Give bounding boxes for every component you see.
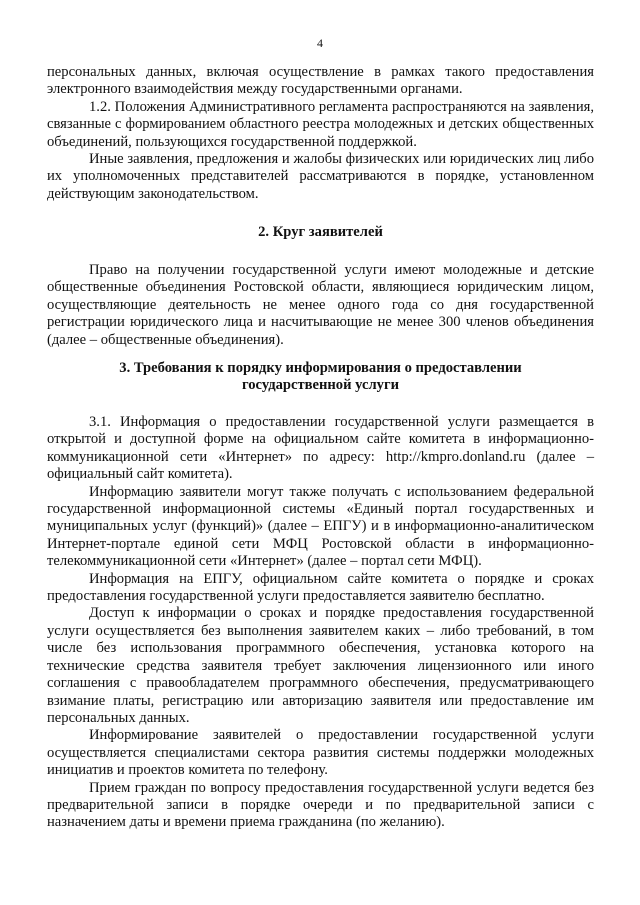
section-3-paragraph-2: Информацию заявители могут также получать с использованием федеральной государственной информационной системы «Единый портал государственных и муниципальных услуг (функций)» (далее – ЕПГУ) и в информационно-аналитическом Интернет-портале единой сети МФЦ Ростовской области в информационно-телекоммуникационной сети «Интернет» (далее – портал сети МФЦ). [47,483,594,570]
section-3-paragraph-6: Прием граждан по вопросу предоставления государственной услуги ведется без предварительной записи в порядке очереди и по предварительной записи с назначением даты и времени приема гражданина (по желанию). [47,779,594,831]
section-3-paragraph-4: Доступ к информации о сроках и порядке предоставления государственной услуги осуществляется без выполнения заявителем каких – либо требований, в том числе без использования программного обеспечения, установка которого на технические средства заявителя требует заключения лицензионного или иного соглашения с правообладателем программного обеспечения, предусматривающего взимание платы, регистрацию или авторизацию заявителя или предоставление им персональных данных. [47,605,594,726]
section-3-paragraph-5: Информирование заявителей о предоставлении государственной услуги осуществляется специалистами сектора развития системы поддержки молодежных инициатив и проектов комитета по телефону. [47,727,594,779]
section-2-paragraph-1: Право на получении государственной услуги имеют молодежные и детские общественные объединения Ростовской области, являющиеся юридическим лицом, осуществляющие деятельность не менее одного года со дня государственной регистрации юридического лица и насчитывающие не менее 300 членов объединения (далее – общественные объединения). [47,262,594,348]
page-number: 4 [317,36,323,50]
intro-paragraph-1: персональных данных, включая осуществление в рамках такого предоставления электронного взаимодействия между государственными органами. [47,64,594,98]
intro-paragraph-2: 1.2. Положения Административного регламента распространяются на заявления, связанные с формированием областного реестра молодежных и детских общественных объединений, пользующихся государственной поддержкой. [47,98,594,150]
section-2-body [47,262,594,349]
section-3-body [47,414,594,832]
section-3-paragraph-1: 3.1. Информация о предоставлении государственной услуги размещается в открытой и доступной форме на официальном сайте комитета в информационно-коммуникационной сети «Интернет» по адресу: http://kmpro.donland.ru (далее – официальный сайт комитета). [47,414,594,483]
section-2-heading-block [47,224,594,241]
intro-block [47,64,594,203]
section-3-title-line-1: 3. Требования к порядку информирования о предоставлении [119,360,522,376]
intro-paragraph-3: Иные заявления, предложения и жалобы физических или юридических лиц либо их уполномоченных представителей рассматриваются в порядке, установленном действующим законодательством. [47,151,594,202]
section-3-title-line-2: государственной услуги [241,377,400,394]
section-3-heading-block [47,360,594,395]
section-3-paragraph-3: Информация на ЕПГУ, официальном сайте комитета о порядке и сроках предоставления государственной услуги предоставляется заявителю бесплатно. [47,570,594,605]
section-2-title: 2. Круг заявителей [258,224,383,240]
